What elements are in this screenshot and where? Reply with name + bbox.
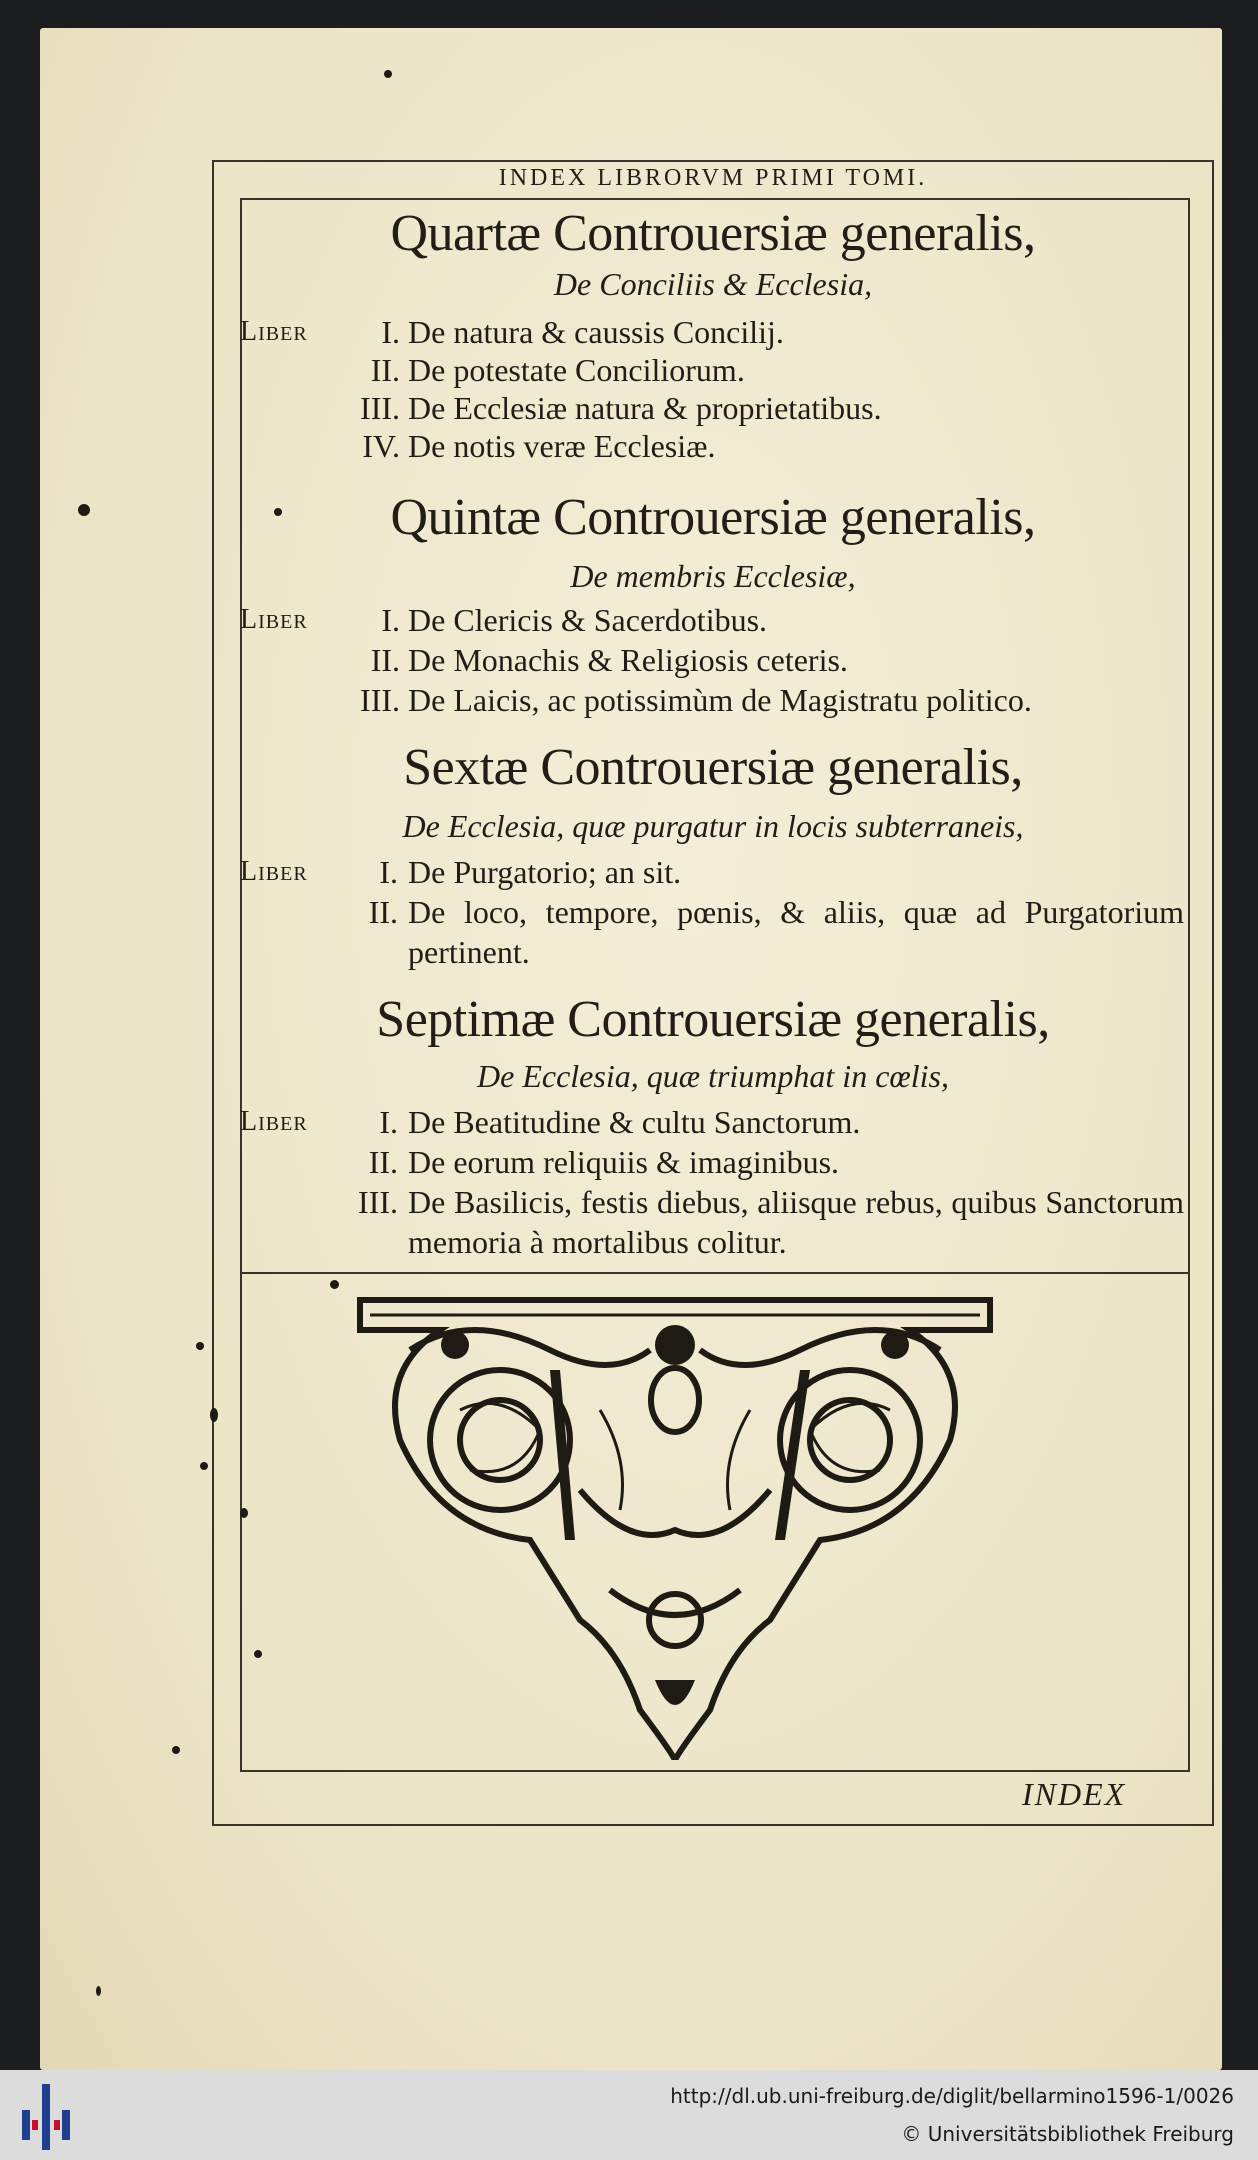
ink-speck xyxy=(384,70,392,78)
book-number: III. xyxy=(358,1184,398,1220)
book-title: De potestate Conciliorum. xyxy=(408,352,745,388)
woodcut-ornament xyxy=(350,1290,1000,1760)
book-title: De Monachis & Religiosis ceteris. xyxy=(408,642,848,678)
book-title: De eorum reliquiis & imaginibus. xyxy=(408,1144,840,1180)
ink-speck xyxy=(254,1650,262,1658)
section-title: Quartæ Controuersiæ generalis, xyxy=(390,205,1036,262)
book-title: De natura & caussis Concilij. xyxy=(408,314,784,350)
book-title: De notis veræ Ecclesiæ. xyxy=(408,428,716,464)
book-title: De Beatitudine & cultu Sanctorum. xyxy=(408,1104,861,1140)
book-title: De Ecclesiæ natura & proprietatibus. xyxy=(408,390,882,426)
ink-speck xyxy=(196,1342,204,1350)
book-number: IV. xyxy=(362,428,400,464)
section-title: Septimæ Controuersiæ generalis, xyxy=(376,991,1050,1048)
section-subtitle: De Ecclesia, quæ purgatur in locis subterraneis, xyxy=(402,808,1024,844)
book-number: II. xyxy=(368,1144,398,1180)
liber-label: Liber xyxy=(240,604,308,635)
divider-rule xyxy=(240,1272,1188,1274)
ink-speck xyxy=(210,1408,218,1422)
ink-speck xyxy=(172,1746,180,1754)
ink-speck xyxy=(96,1986,101,1996)
ink-speck xyxy=(240,1508,248,1518)
section-title: Sextæ Controuersiæ generalis, xyxy=(403,739,1023,796)
liber-label: Liber xyxy=(240,856,308,887)
section-title: Quintæ Controuersiæ generalis, xyxy=(390,489,1036,546)
catchword: INDEX xyxy=(1022,1776,1127,1812)
liber-label: Liber xyxy=(240,316,308,347)
book-number: III. xyxy=(360,682,400,718)
ink-speck xyxy=(274,508,282,516)
book-title: De Purgatorio; an sit. xyxy=(408,854,682,890)
liber-label: Liber xyxy=(240,1106,308,1137)
ink-speck xyxy=(200,1462,208,1470)
book-title: De Clericis & Sacerdotibus. xyxy=(408,602,768,638)
running-head: INDEX LIBRORVM PRIMI TOMI. xyxy=(498,165,928,191)
digital-library-footer xyxy=(0,2070,1258,2160)
book-title: De Laicis, ac potissimùm de Magistratu politico. xyxy=(408,682,1032,718)
ink-speck xyxy=(330,1280,339,1289)
book-number: II. xyxy=(370,642,400,678)
book-number: I. xyxy=(379,854,398,890)
ink-speck xyxy=(78,504,90,516)
section-subtitle: De membris Ecclesiæ, xyxy=(570,558,856,594)
book-number: I. xyxy=(381,602,400,638)
page-url-link[interactable]: http://dl.ub.uni-freiburg.de/diglit/bellarmino1596-1/0026 xyxy=(670,2084,1234,2108)
section-subtitle: De Conciliis & Ecclesia, xyxy=(553,266,873,302)
book-title: De Basilicis, festis diebus, aliisque rebus, quibus Sanctorum memoria à mortalibus colitur. xyxy=(408,1184,1184,1260)
library-logo-icon xyxy=(18,2080,74,2154)
copyright-text: © Universitätsbibliothek Freiburg xyxy=(901,2122,1234,2146)
book-number: II. xyxy=(370,352,400,388)
section-subtitle: De Ecclesia, quæ triumphat in cœlis, xyxy=(477,1058,949,1094)
book-number: II. xyxy=(368,894,398,930)
book-number: I. xyxy=(381,314,400,350)
book-number: I. xyxy=(379,1104,398,1140)
book-number: III. xyxy=(360,390,400,426)
book-title: De loco, tempore, pœnis, & aliis, quæ ad Purgatorium pertinent. xyxy=(408,894,1184,970)
